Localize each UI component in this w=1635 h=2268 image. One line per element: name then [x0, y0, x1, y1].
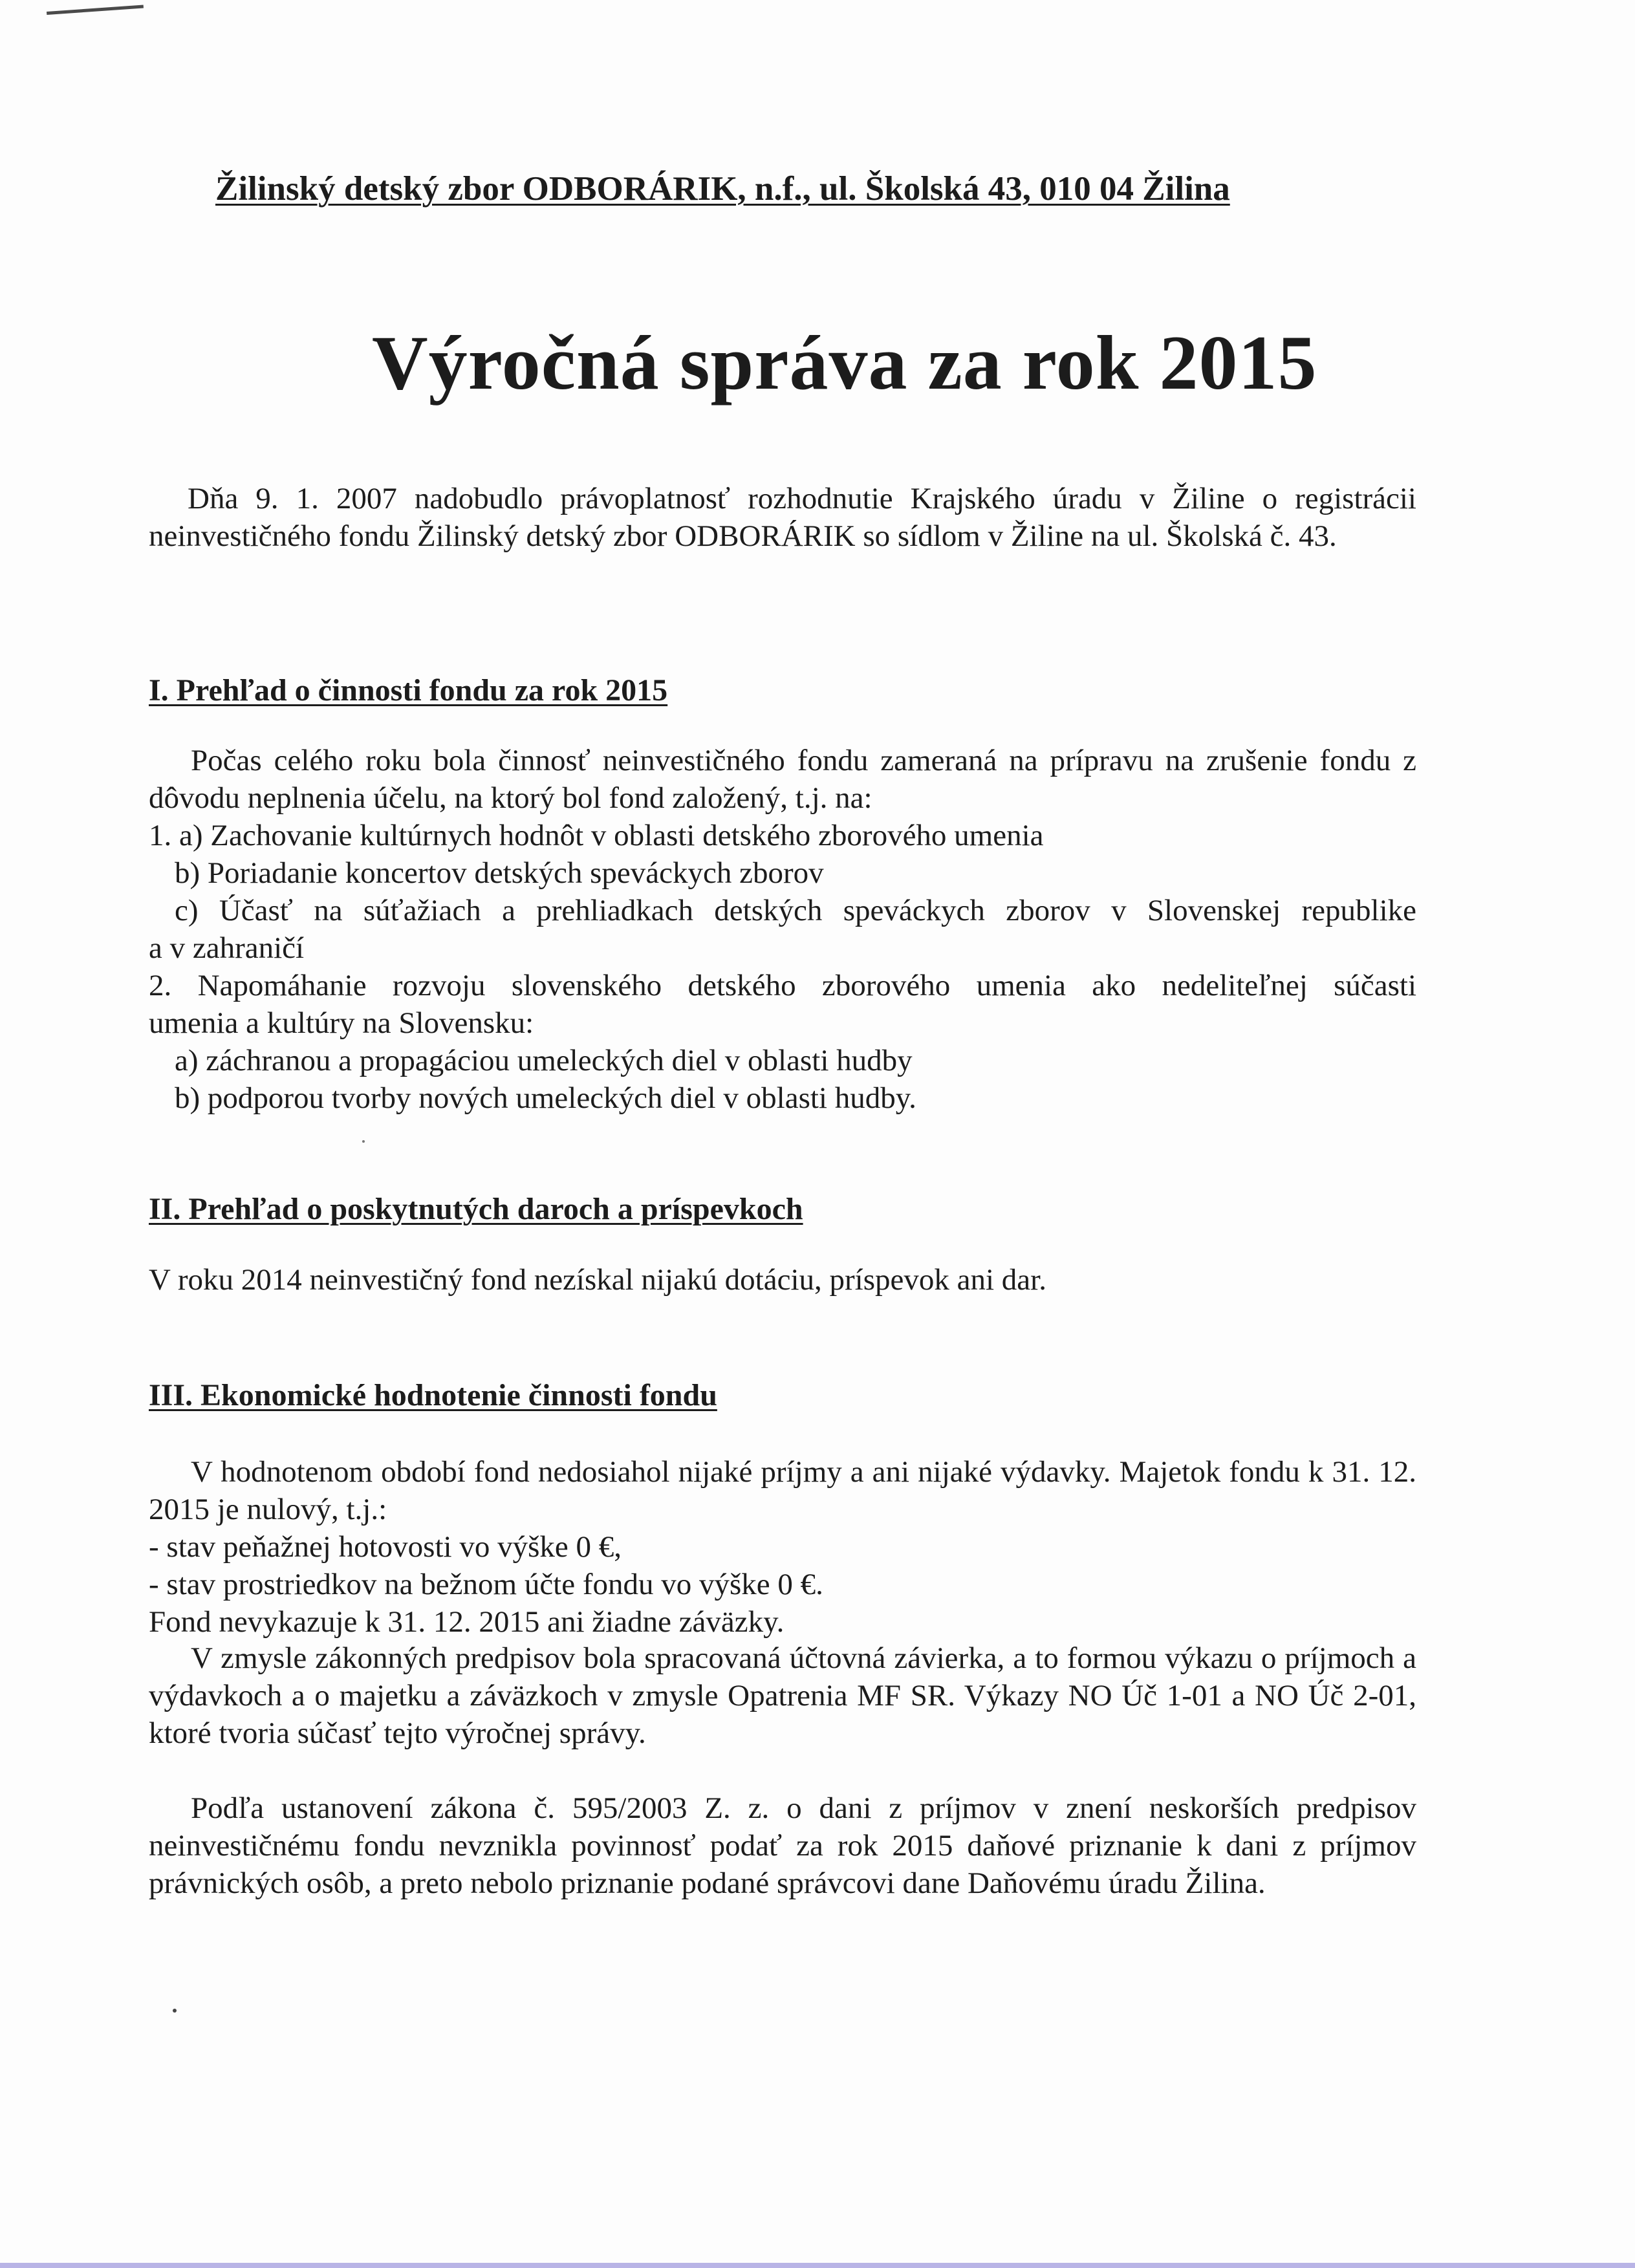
section-3-paragraph-1: V hodnotenom období fond nedosiahol nijaké príjmy a ani nijaké výdavky. Majetok fondu k 31. 12. 2015 je nulový, t.j.: — [149, 1455, 1416, 1526]
list-item-1b: b) Poriadanie koncertov detských speváckych zborov — [175, 856, 824, 890]
page-title: Výročná správa za rok 2015 — [372, 319, 1317, 405]
list-item-1c: c) Účasť na súťažiach a prehliadkach detských speváckych zborov v Slovenskej republike — [175, 894, 1416, 927]
balance-account-item: - stav prostriedkov na bežnom účte fondu vo výške 0 €. — [149, 1568, 823, 1601]
list-item-1a: 1. a) Zachovanie kultúrnych hodnôt v oblasti detského zborového umenia — [149, 819, 1044, 852]
section-2-paragraph: V roku 2014 neinvestičný fond nezískal nijakú dotáciu, príspevok ani dar. — [149, 1263, 1046, 1297]
list-item-2: 2. Napomáhanie rozvoju slovenského detského zborového umenia ako nedeliteľnej súčasti — [149, 969, 1416, 1002]
section-1-paragraph: Počas celého roku bola činnosť neinvestičného fondu zameraná na prípravu na zrušenie fondu z dôvodu neplnenia účelu, na ktorý bol fond založený, t.j. na: — [149, 744, 1416, 815]
section-2-heading: II. Prehľad o poskytnutých daroch a príspevkoch — [149, 1192, 803, 1226]
list-item-2b: b) podporou tvorby nových umeleckých diel v oblasti hudby. — [175, 1081, 916, 1115]
section-1-heading: I. Prehľad o činnosti fondu za rok 2015 — [149, 673, 668, 707]
scan-bottom-edge — [0, 2263, 1635, 2268]
scan-speck — [362, 1140, 365, 1143]
scan-speck — [173, 2009, 177, 2013]
section-3-paragraph-2: V zmysle zákonných predpisov bola spracovaná účtovná závierka, a to formou výkazu o príjmoch a výdavkoch a o majetku a záväzkoch v zmysle Opatrenia MF SR. Výkazy NO Úč 1-01 a NO Úč 2-01, ktoré tvoria súčasť tejto výročnej správy. — [149, 1641, 1416, 1750]
list-item-2-cont: umenia a kultúry na Slovensku: — [149, 1006, 534, 1040]
list-item-2a: a) záchranou a propagáciou umeleckých diel v oblasti hudby — [175, 1044, 913, 1077]
balance-cash-item: - stav peňažnej hotovosti vo výške 0 €, — [149, 1530, 622, 1564]
organization-header: Žilinský detský zbor ODBORÁRIK, n.f., ul. Školská 43, 010 04 Žilina — [215, 170, 1230, 208]
intro-paragraph: Dňa 9. 1. 2007 nadobudlo právoplatnosť rozhodnutie Krajského úradu v Žiline o registrácii neinvestičného fondu Žilinský detský zbor ODBORÁRIK so sídlom v Žiline na ul. Školská č. 43. — [149, 482, 1416, 553]
liabilities-statement: Fond nevykazuje k 31. 12. 2015 ani žiadne záväzky. — [149, 1605, 785, 1639]
section-3-heading: III. Ekonomické hodnotenie činnosti fondu — [149, 1378, 717, 1412]
list-item-1c-cont: a v zahraničí — [149, 931, 305, 965]
section-3-paragraph-3: Podľa ustanovení zákona č. 595/2003 Z. z. o dani z príjmov v znení neskorších predpisov neinvestičnému fondu nevznikla povinnosť podať za rok 2015 daňové priznanie k dani z príjmov právnických osôb, a preto nebolo priznanie podané správcovi dane Daňovému úradu Žilina. — [149, 1791, 1416, 1900]
scan-pen-mark — [47, 5, 144, 27]
